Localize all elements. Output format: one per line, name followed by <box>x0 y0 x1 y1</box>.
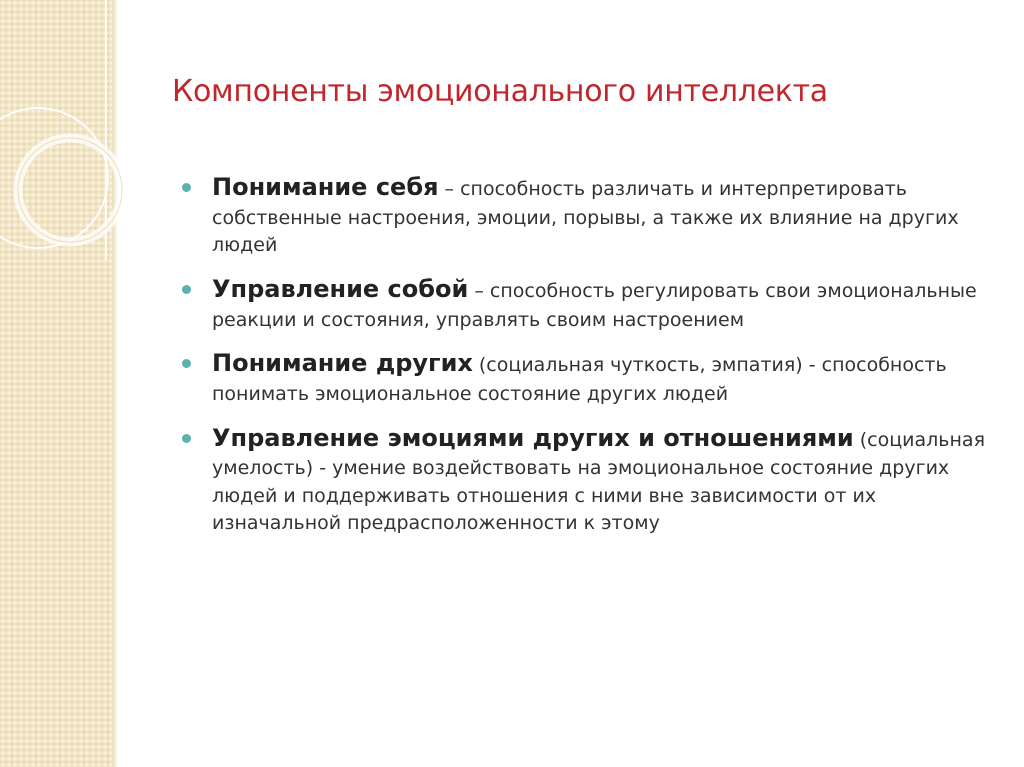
bullet-description: (социальная умелость) - умение воздействовать на эмоциональное состояние других людей и поддерживать отношения с ними вне зависимости от их изначальной предрасположенности к этому <box>212 428 986 535</box>
bullet-item-understanding-others <box>180 346 990 408</box>
bullet-description: – способность различать и интерпретировать собственные настроения, эмоции, порывы, а также их влияние на других людей <box>212 178 959 257</box>
bullet-term: Управление эмоциями других и отношениями <box>212 423 854 452</box>
bullet-description: – способность регулировать свои эмоциональные реакции и состояния, управлять своим настроением <box>212 279 977 331</box>
bullet-item-understanding-self <box>180 170 990 260</box>
bullet-description: (социальная чуткость, эмпатия) - способность понимать эмоциональное состояние других людей <box>212 354 947 406</box>
bullet-item-managing-others <box>180 421 990 538</box>
bullet-dot-icon <box>182 183 191 192</box>
bullet-dot-icon <box>182 434 191 443</box>
ring-decoration-icon <box>0 0 140 767</box>
slide-title: Компоненты эмоционального интеллекта <box>172 74 828 109</box>
bullet-list <box>180 170 990 550</box>
bullet-term: Управление собой <box>212 274 469 303</box>
bullet-term: Понимание себя <box>212 173 439 201</box>
bullet-term: Понимание других <box>212 349 473 378</box>
bullet-dot-icon <box>182 359 191 368</box>
bullet-dot-icon <box>182 285 191 294</box>
bullet-item-self-management <box>180 272 990 334</box>
